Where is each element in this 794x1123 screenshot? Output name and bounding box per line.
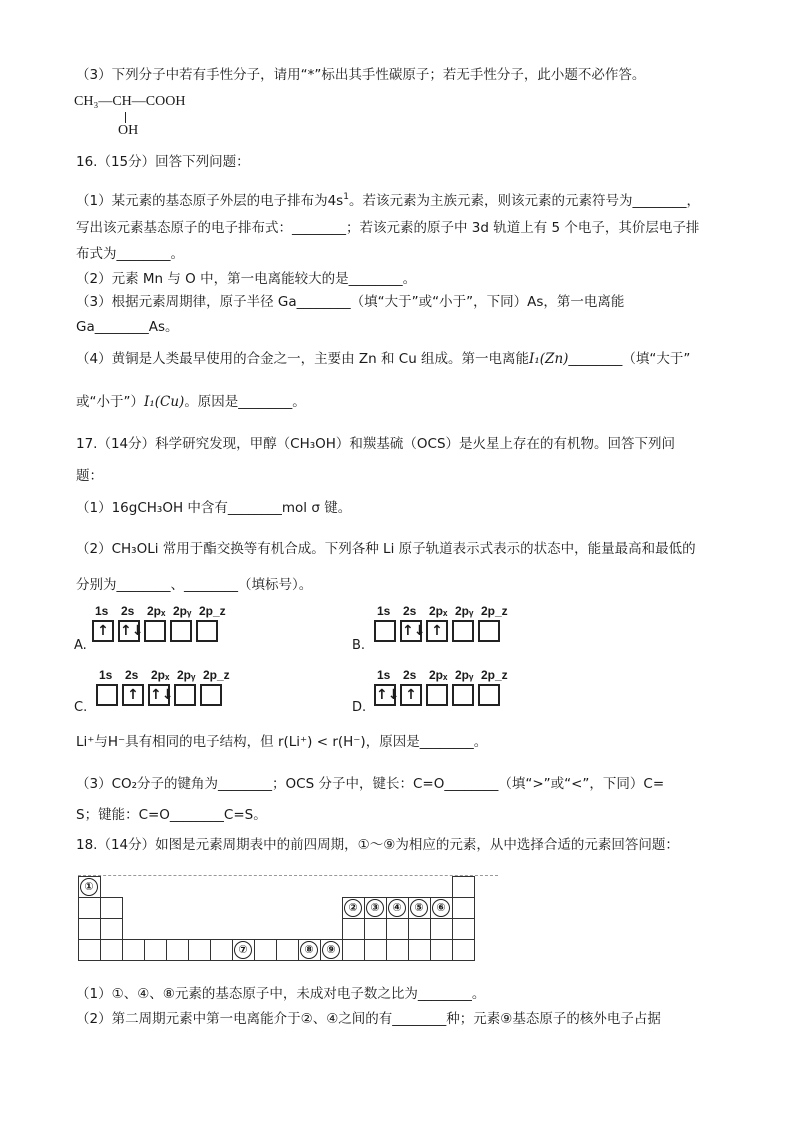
orbital-header: 2s (403, 668, 417, 682)
q17-p3-line1: （3）CO₂分子的键角为________；OCS 分子中，键长：C=O________（填“>”或“<”，下同）C= (76, 776, 665, 792)
periodic-cell (166, 939, 189, 961)
orbital-header: 2pᵧ (177, 668, 196, 682)
q16-p1-line3: 布式为________。 (76, 246, 184, 262)
q17-p1: （1）16gCH₃OH 中含有________mol σ 键。 (76, 500, 352, 516)
formula-bond-line (125, 112, 126, 123)
element-marker: ⑦ (234, 941, 252, 959)
orbital-header: 2pᵧ (173, 604, 192, 618)
periodic-cell (78, 918, 101, 940)
q16-p4-line2: 或“小于”）I₁(Cu)。原因是________。 (76, 394, 306, 410)
option-c-orbital-diagram (96, 668, 236, 710)
q16-p1-line2: 写出该元素基态原子的电子排布式：________；若该元素的原子中 3d 轨道上有 5 个电子，其价层电子排 (76, 220, 700, 236)
option-d-label: D. (352, 700, 367, 715)
periodic-cell (452, 897, 475, 919)
periodic-cell (452, 918, 475, 940)
orbital-box: ↑ (122, 684, 144, 706)
orbital-header: 2s (403, 604, 417, 618)
element-marker: ⑥ (432, 899, 450, 917)
orbital-box (452, 684, 474, 706)
orbital-header: 2pᵧ (455, 604, 474, 618)
option-d-orbital-diagram (374, 668, 514, 710)
period-table-top-rule (78, 875, 498, 877)
q16-p3-line1: （3）根据元素周期律，原子半径 Ga________（填“大于”或“小于”，下同）As，第一电离能 (76, 294, 625, 310)
orbital-header: 2p_z (481, 604, 508, 618)
q16-header: 16.（15分）回答下列问题： (76, 154, 250, 170)
q17-p3-line2: S；键能：C=O________C=S。 (76, 807, 267, 823)
element-marker: ⑤ (410, 899, 428, 917)
orbital-header: 2p_z (203, 668, 230, 682)
orbital-box (426, 684, 448, 706)
periodic-cell (430, 939, 453, 961)
periodic-cell (386, 918, 409, 940)
lactic-acid-formula: CH₃—CH—COOH (74, 94, 186, 109)
orbital-box: ↑ (400, 684, 422, 706)
periodic-cell (78, 897, 101, 919)
q17-header-line2: 题： (76, 468, 103, 484)
orbital-header: 2pₓ (151, 668, 170, 682)
periodic-cell (188, 939, 211, 961)
periodic-cell (342, 918, 365, 940)
q16-p3-line2: Ga________As。 (76, 319, 179, 335)
element-marker: ④ (388, 899, 406, 917)
orbital-header: 2pₓ (147, 604, 166, 618)
orbital-header: 2p_z (199, 604, 226, 618)
option-a-orbital-diagram (92, 604, 232, 646)
q15-3-text: （3）下列分子中若有手性分子，请用“*”标出其手性碳原子；若无手性分子，此小题不必作答。 (76, 67, 646, 83)
periodic-cell (408, 939, 431, 961)
orbital-header: 2pₓ (429, 604, 448, 618)
orbital-box (96, 684, 118, 706)
q16-p4-line1: （4）黄铜是人类最早使用的合金之一，主要由 Zn 和 Cu 组成。第一电离能I₁(Zn)________（填“大于” (76, 351, 691, 367)
periodic-cell (254, 939, 277, 961)
q18-p1: （1）①、④、⑧元素的基态原子中，未成对电子数之比为________。 (76, 986, 486, 1002)
periodic-cell (408, 918, 431, 940)
q18-p2: （2）第二周期元素中第一电离能介于②、④之间的有________种；元素⑨基态原子的核外电子占据 (76, 1011, 661, 1027)
orbital-box (478, 620, 500, 642)
q18-header: 18.（14分）如图是元素周期表中的前四周期，①～⑨为相应的元素，从中选择合适的元素回答问题： (76, 837, 679, 853)
q17-li-line: Li⁺与H⁻具有相同的电子结构，但 r(Li⁺) < r(H⁻)，原因是________。 (76, 734, 488, 750)
orbital-box: ↑↓ (118, 620, 140, 642)
q16-p2: （2）元素 Mn 与 O 中，第一电离能较大的是________。 (76, 271, 417, 287)
periodic-cell (452, 876, 475, 898)
element-marker: ⑨ (322, 941, 340, 959)
q16-p1-line1: （1）某元素的基态原子外层的电子排布为$4s^1$。若该元素为主族元素，则该元素的元素符号为________， (76, 192, 700, 209)
periodic-cell (276, 939, 299, 961)
orbital-header: 2pₓ (429, 668, 448, 682)
lactic-acid-oh: OH (118, 123, 139, 138)
option-b-orbital-diagram (374, 604, 514, 646)
q17-header-line1: 17.（14分）科学研究发现，甲醇（CH₃OH）和羰基硫（OCS）是火星上存在的有机物。回答下列问 (76, 436, 676, 452)
periodic-cell (386, 939, 409, 961)
periodic-cell (100, 939, 123, 961)
q17-p2-line1: （2）CH₃OLi 常用于酯交换等有机合成。下列各种 Li 原子轨道表示式表示的状态中，能量最高和最低的 (76, 541, 696, 557)
orbital-header: 1s (377, 604, 391, 618)
orbital-box (174, 684, 196, 706)
periodic-cell (100, 918, 123, 940)
orbital-box: ↑↓ (374, 684, 396, 706)
periodic-cell (144, 939, 167, 961)
orbital-box: ↑↓ (400, 620, 422, 642)
periodic-cell (430, 918, 453, 940)
periodic-cell (210, 939, 233, 961)
periodic-cell (452, 939, 475, 961)
periodic-cell (122, 939, 145, 961)
element-marker: ③ (366, 899, 384, 917)
orbital-box (170, 620, 192, 642)
element-marker: ⑧ (300, 941, 318, 959)
option-c-label: C. (74, 700, 88, 715)
q17-p2-line2: 分别为________、________（填标号）。 (76, 577, 313, 593)
orbital-box: ↑ (426, 620, 448, 642)
orbital-box (196, 620, 218, 642)
orbital-header: 1s (377, 668, 391, 682)
periodic-cell (100, 897, 123, 919)
option-b-label: B. (352, 638, 366, 653)
orbital-box: ↑ (92, 620, 114, 642)
element-marker: ① (80, 878, 98, 896)
periodic-cell (78, 939, 101, 961)
option-a-label: A. (74, 638, 87, 653)
orbital-box (478, 684, 500, 706)
orbital-header: 1s (99, 668, 113, 682)
element-marker: ② (344, 899, 362, 917)
orbital-header: 1s (95, 604, 109, 618)
orbital-box (144, 620, 166, 642)
periodic-cell (342, 939, 365, 961)
orbital-header: 2s (121, 604, 135, 618)
orbital-box (200, 684, 222, 706)
orbital-box (374, 620, 396, 642)
orbital-header: 2pᵧ (455, 668, 474, 682)
orbital-header: 2p_z (481, 668, 508, 682)
orbital-box (452, 620, 474, 642)
periodic-cell (364, 939, 387, 961)
periodic-cell (364, 918, 387, 940)
orbital-header: 2s (125, 668, 139, 682)
orbital-box: ↑↓ (148, 684, 170, 706)
periodic-table-diagram (78, 872, 498, 968)
